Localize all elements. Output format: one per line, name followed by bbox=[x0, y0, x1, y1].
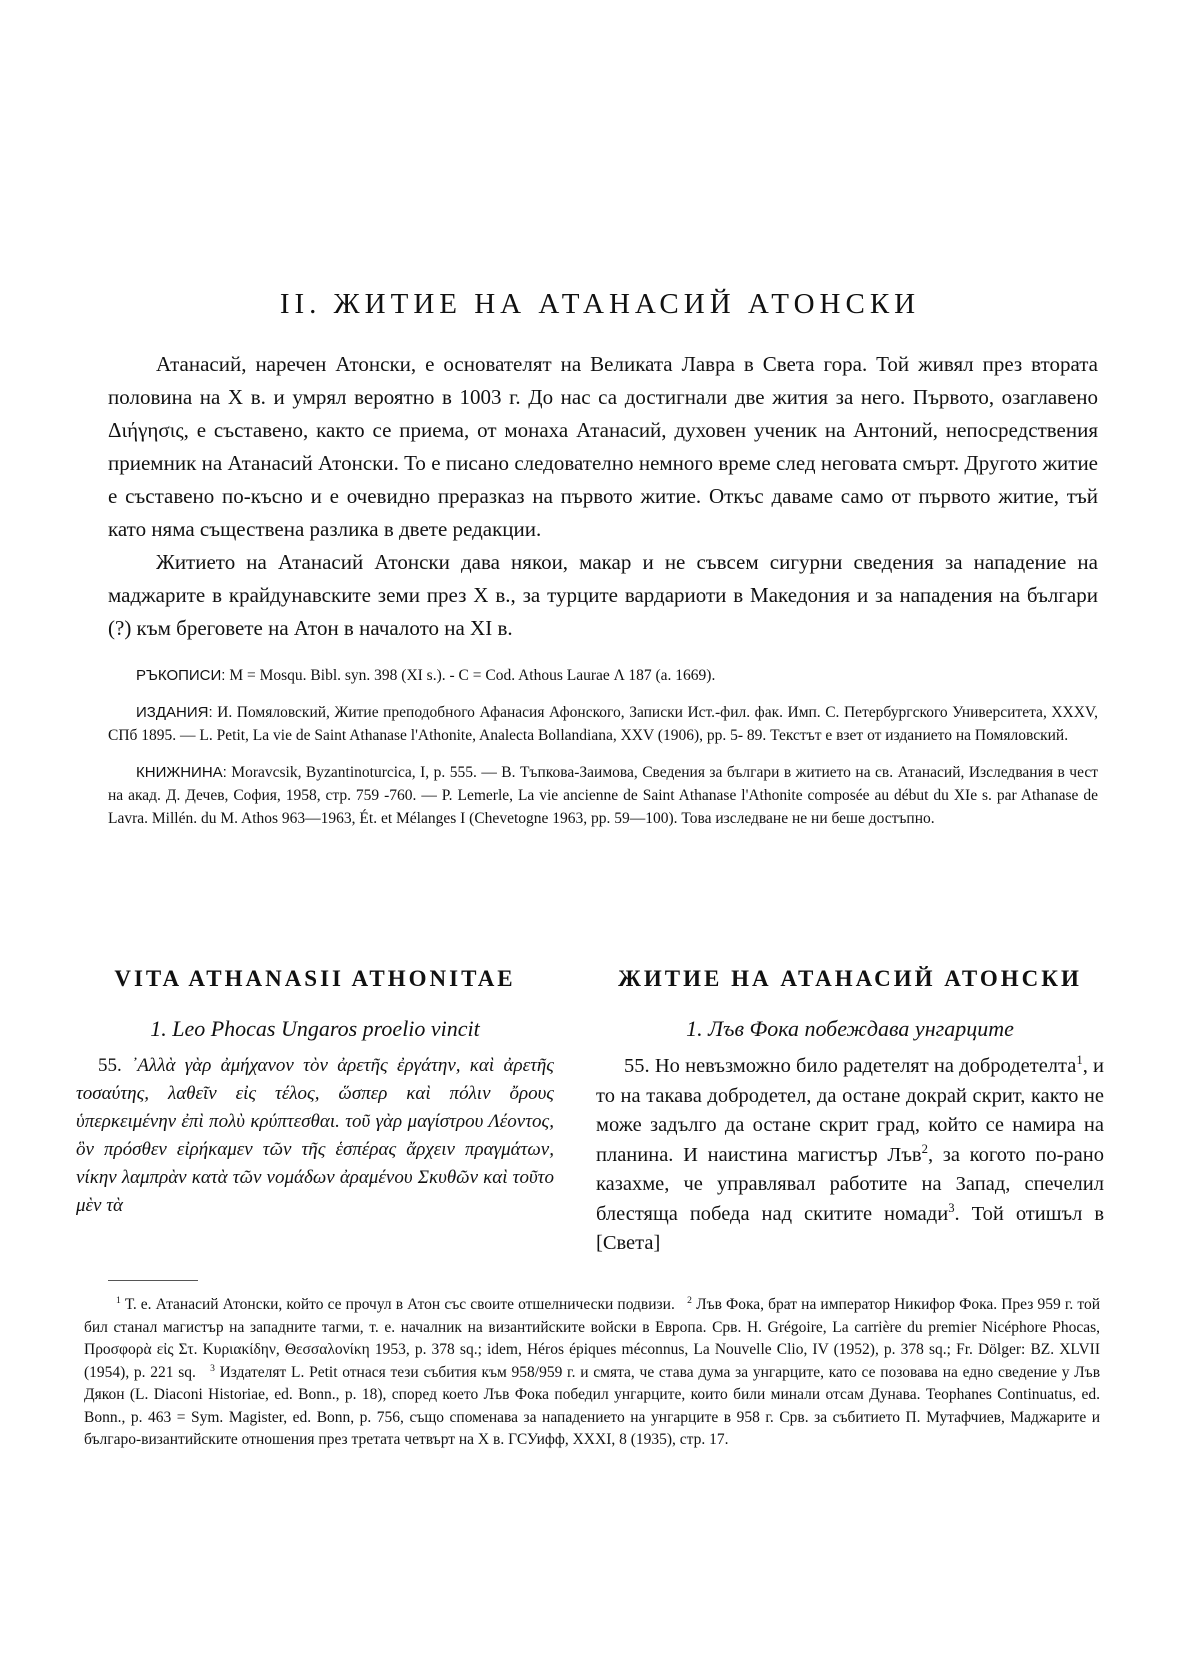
translation-text: , за когото по-рано казахме, че управлявал работите на Запад, спечелил блестяща победа над скитите номади bbox=[596, 1143, 1104, 1225]
bulgarian-translation-column bbox=[596, 966, 1104, 1259]
editions-entry bbox=[108, 701, 1098, 747]
footnote-ref: 2 bbox=[921, 1141, 928, 1156]
footnote-text: Т. е. Атанасий Атонски, който се прочул в Атон със своите отшелнически подвизи. bbox=[124, 1296, 675, 1313]
introduction bbox=[108, 348, 1098, 645]
footnotes bbox=[84, 1294, 1100, 1452]
translation-text: Но невъзможно било радетелят на добродетелта bbox=[654, 1055, 1077, 1077]
bulgarian-paragraph bbox=[596, 1052, 1104, 1259]
manuscripts-text: M = Mosqu. Bibl. syn. 398 (XI s.). - C = Cod. Athous Laurae Λ 187 (a. 1669). bbox=[229, 667, 716, 684]
editions-text: И. Помяловский, Житие преподобного Афанасия Афонского, Записки Ист.-фил. фак. Имп. С. Петербургского Университета, XXXV, СПб 1895. — L. Petit, La vie de Saint Athanase l'Athonite, Analecta Bollandiana, XXV (1906), pp. 5- 89. Текстът е взет от изданието на Помяловский. bbox=[108, 704, 1098, 744]
greek-text: ᾿Αλλὰ γὰρ ἀμήχανον τὸν ἀρετῆς ἐργάτην, καὶ ἀρετῆς τοσαύτης, λαθεῖν εἰς τέλος, ὥσπερ καὶ πόλιν ὄρους ὑπερκειμένην ἐπὶ πολὺ κρύπτεσθαι. τοῦ γὰρ μαγίστρου Λέοντος, ὃν πρόσθεν εἰρήκαμεν τῶν τῆς ἑσπέρας ἄρχειν πραγμάτων, νίκην λαμπρὰν κατὰ τῶν νομάδων ἀραμένου Σκυθῶν καὶ τοῦτο μὲν τὰ bbox=[76, 1055, 554, 1216]
footnote-text: Издателят L. Petit отнася тези събития към 958/959 г. и смята, че става дума за унгарците, като се позовава на едно сведение у Лъв Дякон (L. Diaconi Historiae, ed. Bonn., p. 18), според което Лъв Фока победил унгарците, които били минали отсам Дунава. Teophanes Continuatus, ed. Bonn., p. 463 = Sym. Magister, ed. Bonn, p. 756, също споменава за нападението на унгарците в 958 г. Срв. за събитието П. Мутафчиев, Маджарите и българо-византийските отношения през третата четвърт на X в. ГСУифф, XXXI, 8 (1935), стр. 17. bbox=[84, 1363, 1101, 1448]
paragraph-number: 55. bbox=[98, 1055, 122, 1076]
literature-label: КНИЖНИНА: bbox=[136, 764, 227, 781]
manuscripts-label: РЪКОПИСИ: bbox=[136, 667, 226, 684]
footnote-ref: 1 bbox=[1076, 1053, 1083, 1068]
footnote-divider bbox=[108, 1280, 198, 1281]
greek-text-column bbox=[76, 966, 554, 1220]
bulgarian-section-title: 1. Лъв Фока побеждава унгарците bbox=[686, 1016, 1014, 1041]
footnote-mark: 1 bbox=[116, 1294, 121, 1306]
greek-paragraph bbox=[76, 1052, 554, 1220]
translation-text: , и то на такава добродетел, да остане докрай скрит, както не може задълго да остане скрит град, който се намира на планина. И наистина магистър Лъв bbox=[596, 1055, 1104, 1166]
literature-entry bbox=[108, 761, 1098, 830]
latin-column-title: VITA ATHANASII ATHONITAE bbox=[114, 966, 516, 991]
footnote-mark: 2 bbox=[687, 1294, 692, 1306]
intro-paragraph: Атанасий, наречен Атонски, е основателят на Великата Лавра в Света гора. Той живял през втората половина на X в. и умрял вероятно в 1003 г. До нас са достигнали две жития за него. Първото, озаглавено Διήγησις, е съставено, както се приема, от монаха Атанасий, духовен ученик на Антоний, непосредствения приемник на Атанасий Атонски. То е писано следователно немного време след неговата смърт. Другото житие е съставено по-късно и е очевидно преразказ на първото житие. Откъс даваме само от първото житие, тъй като няма съществена разлика в двете редакции. bbox=[108, 352, 1098, 541]
manuscripts-entry bbox=[108, 664, 1098, 687]
footnote-ref: 3 bbox=[948, 1200, 955, 1215]
footnote-mark: 3 bbox=[210, 1362, 215, 1374]
footnote-block bbox=[84, 1294, 1100, 1452]
intro-paragraph: Житието на Атанасий Атонски дава някои, макар и не съвсем сигурни сведения за нападение на маджарите в крайдунавските земи през X в., за турците вардариоти в Македония и за нападения на българи (?) към бреговете на Атон в началото на XI в. bbox=[108, 550, 1098, 640]
literature-text: Moravcsik, Byzantinoturcica, I, p. 555. — В. Тъпкова-Заимова, Сведения за българи в житието на св. Атанасий, Изследвания в чест на акад. Д. Дечев, София, 1958, стр. 759 -760. — P. Lemerle, La vie ancienne de Saint Athanase l'Athonite composée au début du XIe s. par Athanase de Lavra. Millén. du M. Athos 963—1963, Ét. et Mélanges I (Chevetogne 1963, pp. 59—100). Това изследване не ни беше достъпно. bbox=[108, 764, 1098, 827]
paragraph-number: 55. bbox=[624, 1055, 650, 1077]
chapter-heading: II. ЖИТИЕ НА АТАНАСИЙ АТОНСКИ bbox=[279, 288, 921, 320]
latin-section-title: 1. Leo Phocas Ungaros proelio vincit bbox=[150, 1016, 480, 1041]
translation-text: . Той отишъл в [Света] bbox=[596, 1202, 1105, 1254]
editions-label: ИЗДАНИЯ: bbox=[136, 704, 213, 721]
footnote-text: Лъв Фока, брат на император Никифор Фока. През 959 г. той бил станал магистър на западните тагми, т. е. началник на византийските войски в Европа. Срв. H. Grégoire, La carrière du premier Nicéphore Phocas, Προσφορὰ εἰς Στ. Κυριακίδην, Θεσσαλονίκη 1953, p. 378 sq.; idem, Héros épiques méconnus, La Nouvelle Clio, IV (1952), p. 378 sq.; Fr. Dölger: BZ. XLVII (1954), p. 221 sq. bbox=[84, 1296, 1101, 1381]
bulgarian-column-title: ЖИТИЕ НА АТАНАСИЙ АТОНСКИ bbox=[618, 966, 1082, 991]
bibliography bbox=[108, 664, 1098, 844]
